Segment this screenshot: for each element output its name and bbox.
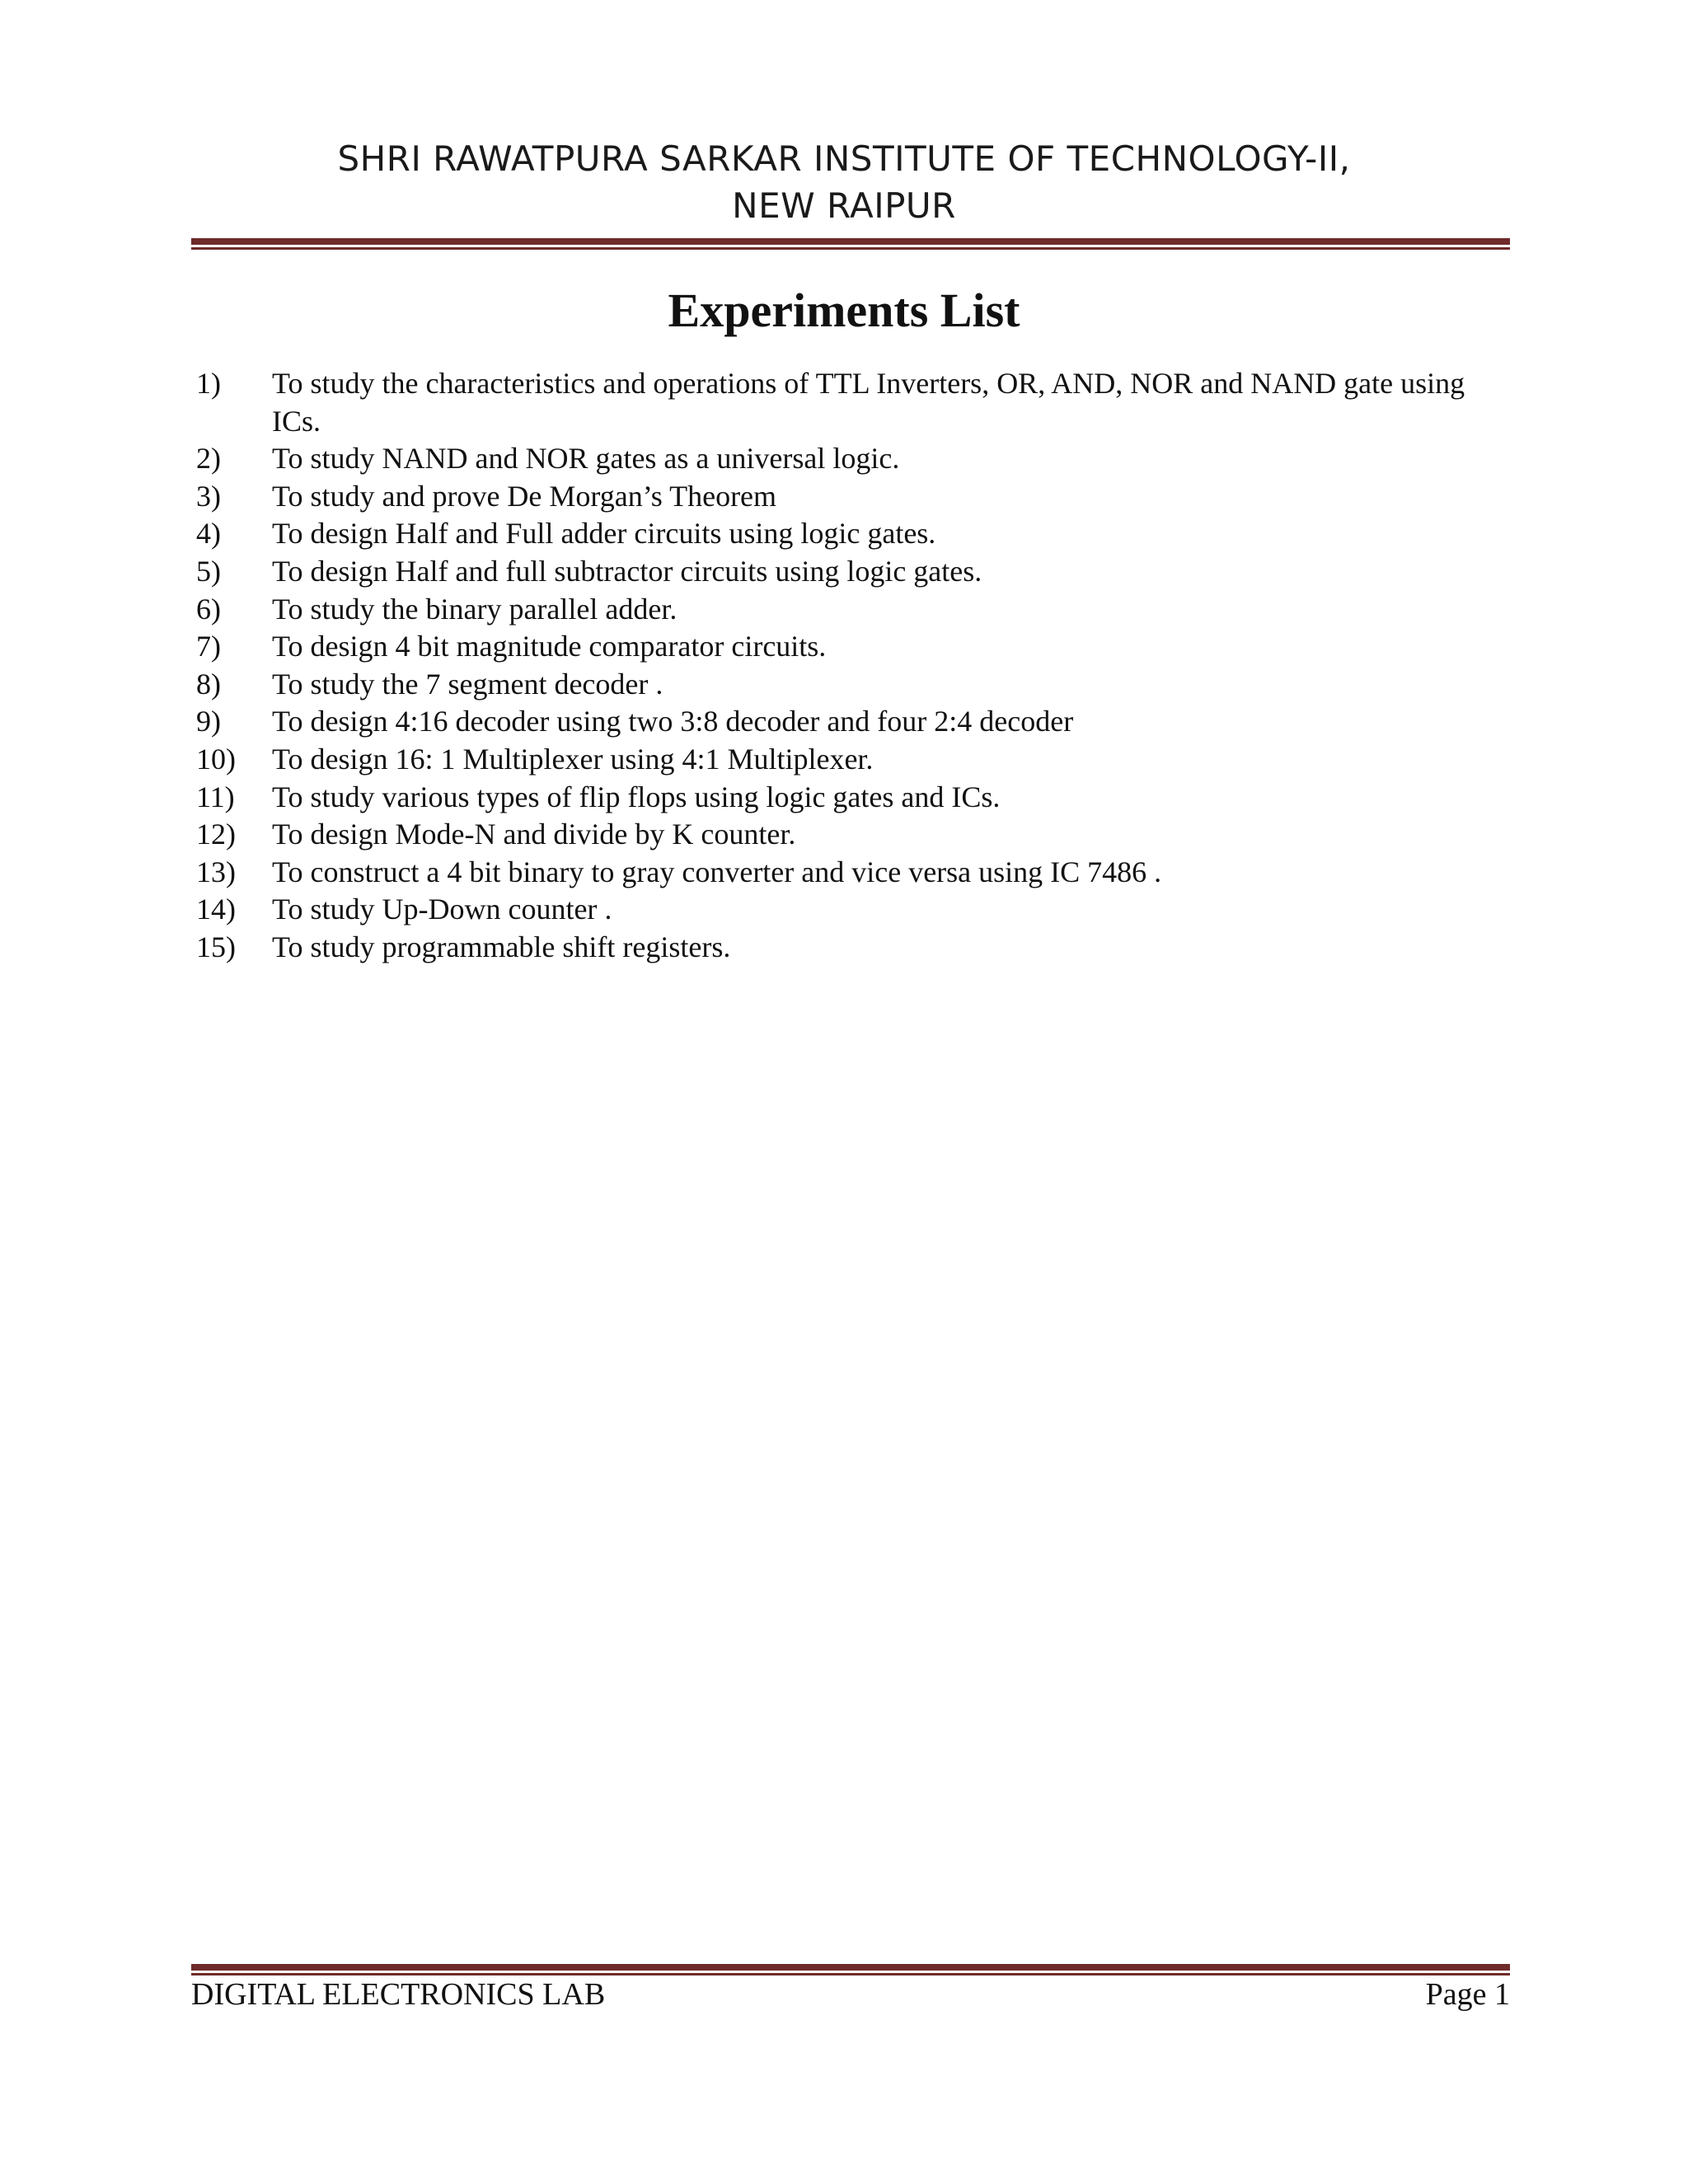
item-text: To study programmable shift registers. [272,930,731,963]
item-number: 15) [196,930,236,963]
list-item [196,515,1482,553]
header-divider [191,238,1510,250]
item-number: 5) [196,554,221,588]
item-text: To study and prove De Morgan’s Theorem [272,479,777,513]
item-number: 11) [196,780,235,813]
item-text: To design 16: 1 Multiplexer using 4:1 Multiplexer. [272,742,874,776]
footer-lab-name: DIGITAL ELECTRONICS LAB [191,1977,606,2012]
list-item [196,816,1482,854]
list-item [196,779,1482,817]
list-item [196,628,1482,666]
item-text: To study the characteristics and operations of TTL Inverters, OR, AND, NOR and NAND gate using ICs. [272,367,1465,438]
page-title: Experiments List [668,284,1020,337]
item-number: 3) [196,479,221,513]
item-number: 8) [196,667,221,701]
item-number: 10) [196,742,236,776]
list-item [196,553,1482,591]
item-text: To design 4 bit magnitude comparator circuits. [272,630,827,663]
list-item [196,929,1482,967]
list-item [196,854,1482,892]
item-number: 12) [196,818,236,851]
list-item [196,478,1482,516]
item-number: 7) [196,630,221,663]
item-text: To study NAND and NOR gates as a universal logic. [272,442,900,476]
item-text: To study the 7 segment decoder . [272,667,663,701]
item-number: 1) [196,367,221,400]
item-text: To design Mode-N and divide by K counter. [272,818,796,851]
list-item [196,741,1482,779]
item-number: 14) [196,893,236,926]
institute-name-line-2: NEW RAIPUR [732,185,956,226]
item-text: To study the binary parallel adder. [272,592,678,626]
list-item [196,703,1482,741]
item-text: To construct a 4 bit binary to gray converter and vice versa using IC 7486 . [272,855,1162,888]
item-number: 13) [196,855,236,888]
list-item [196,666,1482,704]
item-text: To study Up-Down counter . [272,893,612,926]
list-item [196,365,1482,440]
item-text: To study various types of flip flops using logic gates and ICs. [272,780,1001,813]
list-item [196,440,1482,478]
item-text: To design Half and full subtractor circuits using logic gates. [272,554,982,588]
footer-page-number: Page 1 [1425,1977,1510,2012]
institute-name-line-1: SHRI RAWATPURA SARKAR INSTITUTE OF TECHNOLOGY-II, [337,138,1351,179]
item-number: 4) [196,517,221,551]
footer-divider [191,1964,1510,1975]
item-number: 2) [196,442,221,476]
list-item [196,891,1482,929]
experiment-list [196,365,1482,967]
list-item [196,591,1482,629]
item-number: 9) [196,705,221,738]
item-number: 6) [196,592,221,626]
item-text: To design 4:16 decoder using two 3:8 decoder and four 2:4 decoder [272,705,1074,738]
item-text: To design Half and Full adder circuits using logic gates. [272,517,936,551]
